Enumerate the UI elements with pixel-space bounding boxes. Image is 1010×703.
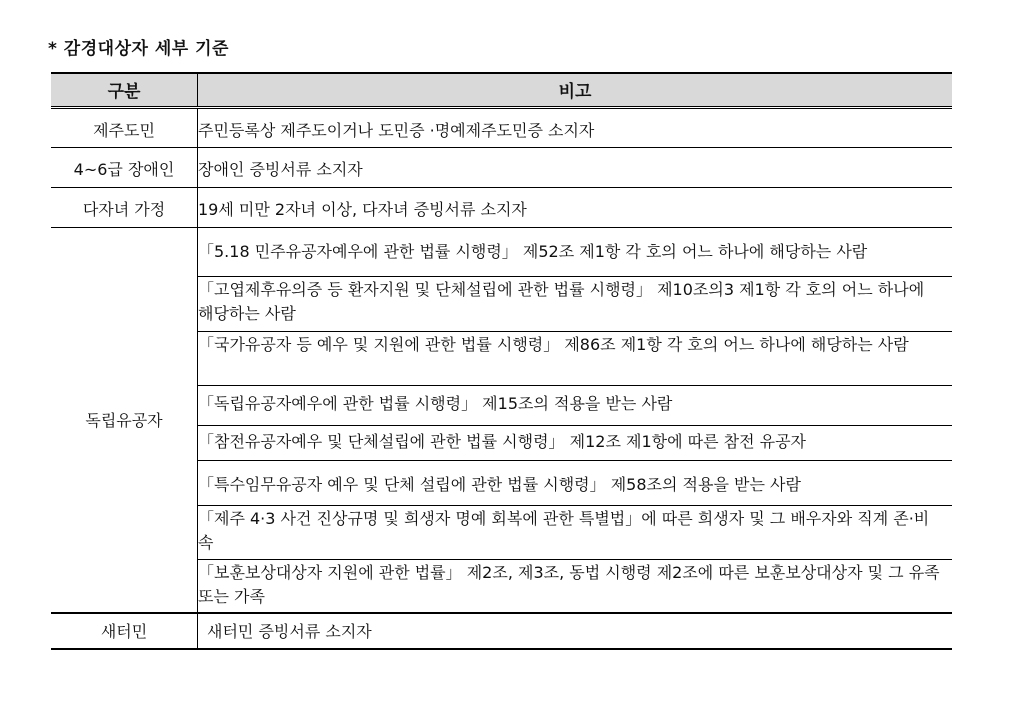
header-note: 비고	[198, 73, 953, 107]
section-title: * 감경대상자 세부 기준	[48, 39, 229, 59]
table-row	[51, 147, 952, 187]
table-row	[51, 187, 952, 227]
table-header-row	[51, 73, 952, 107]
row-note: 장애인 증빙서류 소지자	[198, 147, 953, 187]
group-note: 「제주 4·3 사건 진상규명 및 희생자 명예 회복에 관한 특별법」에 따른 희생자 및 그 배우자와 직계 존·비속	[198, 505, 953, 559]
row-category: 4~6급 장애인	[51, 147, 198, 187]
table-row	[51, 227, 952, 276]
group-note: 「고엽제후유의증 등 환자지원 및 단체설립에 관한 법률 시행령」 제10조의3 제1항 각 호의 어느 하나에 해당하는 사람	[198, 276, 953, 331]
group-note: 「특수임무유공자 예우 및 단체 설립에 관한 법률 시행령」 제58조의 적용을 받는 사람	[198, 460, 953, 505]
criteria-table	[51, 72, 952, 650]
row-category: 새터민	[51, 613, 198, 649]
group-note: 「독립유공자예우에 관한 법률 시행령」 제15조의 적용을 받는 사람	[198, 385, 953, 425]
table-row	[51, 613, 952, 649]
row-category: 제주도민	[51, 107, 198, 147]
group-note: 「5.18 민주유공자예우에 관한 법률 시행령」 제52조 제1항 각 호의 어느 하나에 해당하는 사람	[198, 227, 953, 276]
group-note: 「국가유공자 등 예우 및 지원에 관한 법률 시행령」 제86조 제1항 각 호의 어느 하나에 해당하는 사람	[198, 331, 953, 385]
table-row	[51, 107, 952, 147]
row-category: 다자녀 가정	[51, 187, 198, 227]
group-note: 「참전유공자예우 및 단체설립에 관한 법률 시행령」 제12조 제1항에 따른 참전 유공자	[198, 425, 953, 460]
header-category: 구분	[51, 73, 198, 107]
group-note: 「보훈보상대상자 지원에 관한 법률」 제2조, 제3조, 동법 시행령 제2조에 따른 보훈보상대상자 및 그 유족 또는 가족	[198, 559, 953, 613]
row-note: 19세 미만 2자녀 이상, 다자녀 증빙서류 소지자	[198, 187, 953, 227]
group-category: 독립유공자	[51, 227, 198, 613]
row-note: 주민등록상 제주도이거나 도민증 ·명예제주도민증 소지자	[198, 107, 953, 147]
row-note: 새터민 증빙서류 소지자	[198, 613, 953, 649]
